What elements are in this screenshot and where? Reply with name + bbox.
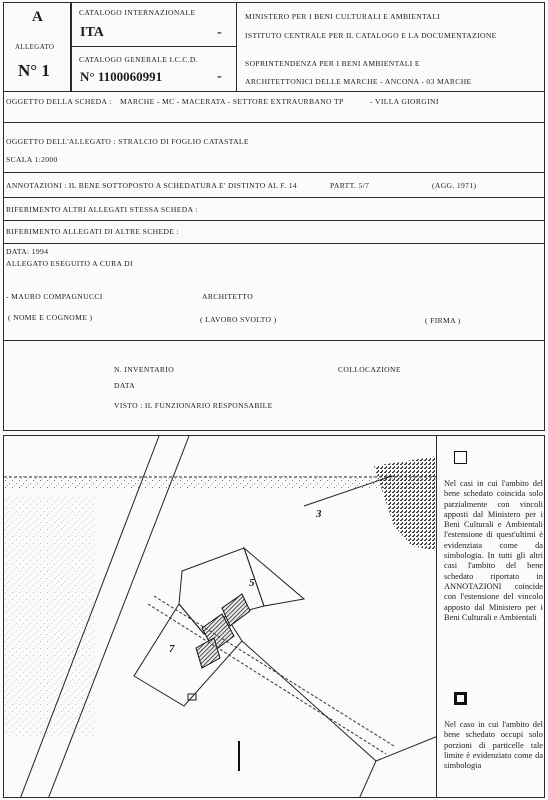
catalogo-internazionale-dash: - <box>217 25 222 40</box>
oggetto-scheda-name: - VILLA GIORGINI <box>370 97 439 106</box>
author-eseguito: ALLEGATO ESEGUITO A CURA DI <box>6 259 133 268</box>
allegato-number: N° 1 <box>18 61 50 80</box>
inventory-visto: VISTO : IL FUNZIONARIO RESPONSABILE <box>114 401 273 410</box>
oggetto-allegato-text: OGGETTO DELL'ALLEGATO : STRALCIO DI FOGLIO CATASTALE <box>6 137 249 146</box>
map-dashed-path-2 <box>148 604 386 754</box>
inventory-collocazione: COLLOCAZIONE <box>338 365 401 374</box>
legend-partial-vincolo-icon <box>454 451 467 464</box>
author-lavoro-label: ( LAVORO SVOLTO ) <box>200 315 277 324</box>
map-scan-noise-left <box>4 496 94 736</box>
map-boundary-line <box>242 641 376 761</box>
soprintendenza-line-2: ARCHITETTONICI DELLE MARCHE - ANCONA - 03 MARCHE <box>245 77 472 86</box>
riferimento-altre-text: RIFERIMENTO ALLEGATI DI ALTRE SCHEDE : <box>6 227 179 236</box>
allegato-box <box>3 2 71 92</box>
riferimento-stessa-text: RIFERIMENTO ALTRI ALLEGATI STESSA SCHEDA : <box>6 205 198 214</box>
legend-partial-parcel-icon <box>454 692 467 705</box>
oggetto-allegato-row <box>3 122 545 173</box>
author-data: DATA: 1994 <box>6 247 49 256</box>
inventory-block <box>3 340 545 431</box>
parcel-5-label: 5 <box>249 577 255 589</box>
map-scan-noise-band <box>4 474 437 490</box>
oggetto-scheda-value: MARCHE - MC - MACERATA - SETTORE EXTRAURBANO TP <box>120 97 344 106</box>
soprintendenza-line-1: SOPRINTENDENZA PER I BENI AMBIENTALI E <box>245 59 420 68</box>
riferimento-altre-row <box>3 220 545 244</box>
scala-text: SCALA 1:2000 <box>6 155 58 164</box>
inventory-inventario: N. INVENTARIO <box>114 365 175 374</box>
catalogo-generale-label: CATALOGO GENERALE I.C.C.D. <box>79 55 199 64</box>
map-dashed-path-1 <box>154 596 394 746</box>
annotazioni-agg: (AGG. 1971) <box>432 181 477 190</box>
catalogo-internazionale-value: ITA <box>80 25 104 40</box>
catalogo-generale-dash: - <box>217 69 222 84</box>
author-firma-label: ( FIRMA ) <box>425 316 461 325</box>
istituto-text: ISTITUTO CENTRALE PER IL CATALOGO E LA DOCUMENTAZIONE <box>245 31 497 40</box>
annotazioni-row <box>3 172 545 198</box>
allegato-letter: A <box>32 9 43 25</box>
oggetto-scheda-row <box>3 91 545 123</box>
inventory-data: DATA <box>114 381 136 390</box>
author-nome-value: - MAURO COMPAGNUCCI <box>6 292 103 301</box>
catalogo-internazionale-box <box>71 2 237 47</box>
cadastral-map <box>3 435 437 798</box>
legend-text-2: Nel caso in cui l'ambito del bene schedato occupi solo porzioni di particelle tale limite è evidenziato come da simbologia <box>444 720 543 771</box>
legend-panel <box>436 435 545 798</box>
map-corner-line <box>376 736 437 761</box>
catalogo-generale-box <box>71 46 237 92</box>
cadastral-map-drawing <box>4 436 437 798</box>
parcel-7-label: 7 <box>169 643 175 655</box>
legend-text-1: Nel casi in cui l'ambito del bene schedato coincida solo parzialmente con vincoli apposti dal Ministero per i Beni Culturali e Ambientali l'estensione di quest'ultimi è evidenziata come da simbologia. In tutti gli altri casi l'ambito del bene schedato riportato in ANNOTAZIONI coincide con l'estensione del vincolo apposto dal Ministero per i Beni Culturali e Ambientali <box>444 479 543 622</box>
ministero-box <box>236 2 545 92</box>
ministero-text: MINISTERO PER I BENI CULTURALI E AMBIENTALI <box>245 12 441 21</box>
oggetto-scheda-label: OGGETTO DELLA SCHEDA : <box>6 97 112 106</box>
author-nome-label: ( NOME E COGNOME ) <box>8 313 93 322</box>
allegato-label: ALLEGATO <box>15 43 55 51</box>
annotazioni-text: ANNOTAZIONI : IL BENE SOTTOPOSTO A SCHEDATURA E' DISTINTO AL F. 14 <box>6 181 298 190</box>
parcel-7-outline <box>134 604 242 706</box>
riferimento-stessa-row <box>3 197 545 221</box>
author-block <box>3 243 545 341</box>
catalogo-generale-value: N° 1100060991 <box>80 69 163 84</box>
author-lavoro-value: ARCHITETTO <box>202 292 254 301</box>
catalogo-internazionale-label: CATALOGO INTERNAZIONALE <box>79 8 196 17</box>
annotazioni-partt: PARTT. 5/7 <box>330 181 370 190</box>
parcel-3-label: 3 <box>316 508 322 520</box>
catalog-sheet <box>3 2 545 798</box>
map-corner-line-2 <box>359 761 376 798</box>
map-dense-area <box>374 456 437 551</box>
